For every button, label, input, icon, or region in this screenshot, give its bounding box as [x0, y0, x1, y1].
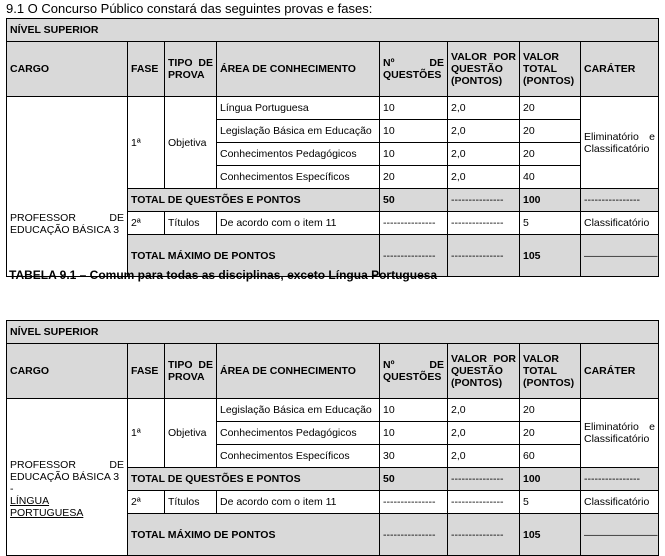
tmax-label: TOTAL MÁXIMO DE PONTOS: [128, 235, 380, 277]
col-area: ÁREA DE CONHECIMENTO: [217, 344, 380, 399]
col-tipo: TIPO DE PROVA: [165, 344, 217, 399]
cargo-cell: PROFESSOR DE EDUCAÇÃO BÁSICA 3 - LÍNGUA PORTUGUESA: [7, 399, 128, 556]
nq-cell: ---------------: [380, 491, 448, 514]
vt-cell: 20: [520, 422, 581, 445]
vq-cell: 2,0: [448, 166, 520, 189]
tmax-nq: ---------------: [380, 514, 448, 556]
nivel-row: [7, 321, 659, 344]
total-label: TOTAL DE QUESTÕES E PONTOS: [128, 189, 380, 212]
nivel-cell: NÍVEL SUPERIOR: [7, 19, 659, 42]
col-cargo: CARGO: [7, 42, 128, 97]
carater-cell: Classificatório: [581, 212, 659, 235]
col-fase: FASE: [128, 344, 165, 399]
col-vq: VALOR POR QUESTÃO (PONTOS): [448, 344, 520, 399]
total-carater: ----------------: [581, 468, 659, 491]
col-nq: Nº DE QUESTÕES: [380, 42, 448, 97]
total-carater: ----------------: [581, 189, 659, 212]
tmax-carater: ———————: [581, 235, 659, 277]
total-vt: 100: [520, 189, 581, 212]
tmax-vq: ---------------: [448, 235, 520, 277]
col-vq: VALOR POR QUESTÃO (PONTOS): [448, 42, 520, 97]
col-area: ÁREA DE CONHECIMENTO: [217, 42, 380, 97]
total-vt: 100: [520, 468, 581, 491]
area-cell: Língua Portuguesa: [217, 97, 380, 120]
table-row: [7, 399, 659, 422]
tmax-vt: 105: [520, 235, 581, 277]
cargo-cell: PROFESSOR DE EDUCAÇÃO BÁSICA 3: [7, 97, 128, 277]
vt-cell: 20: [520, 399, 581, 422]
col-vt: VALOR TOTAL (PONTOS): [520, 344, 581, 399]
area-cell: De acordo com o item 11: [217, 212, 380, 235]
vt-cell: 40: [520, 166, 581, 189]
col-cargo: CARGO: [7, 344, 128, 399]
intro-text: 9.1 O Concurso Público constará das seguintes provas e fases:: [6, 1, 373, 16]
vt-cell: 5: [520, 212, 581, 235]
vt-cell: 20: [520, 143, 581, 166]
vt-cell: 20: [520, 120, 581, 143]
vq-cell: 2,0: [448, 97, 520, 120]
col-nq: Nº DE QUESTÕES: [380, 344, 448, 399]
nq-cell: 10: [380, 399, 448, 422]
carater-cell: Eliminatório e Classificatório: [581, 97, 659, 189]
vt-cell: 60: [520, 445, 581, 468]
nq-cell: 10: [380, 143, 448, 166]
tmax-vt: 105: [520, 514, 581, 556]
area-cell: De acordo com o item 11: [217, 491, 380, 514]
nq-cell: ---------------: [380, 212, 448, 235]
total-vq: ---------------: [448, 189, 520, 212]
table-2: [6, 320, 659, 556]
area-cell: Conhecimentos Pedagógicos: [217, 422, 380, 445]
nivel-cell: NÍVEL SUPERIOR: [7, 321, 659, 344]
col-carater: CARÁTER: [581, 42, 659, 97]
fase-cell: 1ª: [128, 97, 165, 189]
total-label: TOTAL DE QUESTÕES E PONTOS: [128, 468, 380, 491]
area-cell: Legislação Básica em Educação: [217, 399, 380, 422]
tmax-carater: ———————: [581, 514, 659, 556]
carater-cell: Classificatório: [581, 491, 659, 514]
area-cell: Conhecimentos Pedagógicos: [217, 143, 380, 166]
vq-cell: ---------------: [448, 491, 520, 514]
tipo-cell: Títulos: [165, 491, 217, 514]
area-cell: Legislação Básica em Educação: [217, 120, 380, 143]
vt-cell: 5: [520, 491, 581, 514]
vq-cell: ---------------: [448, 212, 520, 235]
carater-cell: Eliminatório e Classificatório: [581, 399, 659, 468]
tipo-cell: Objetiva: [165, 399, 217, 468]
header-row: [7, 42, 659, 97]
table-row: [7, 97, 659, 120]
col-carater: CARÁTER: [581, 344, 659, 399]
vq-cell: 2,0: [448, 399, 520, 422]
table-1: [6, 18, 659, 277]
nq-cell: 20: [380, 166, 448, 189]
nq-cell: 10: [380, 120, 448, 143]
area-cell: Conhecimentos Específicos: [217, 166, 380, 189]
vq-cell: 2,0: [448, 143, 520, 166]
tmax-label: TOTAL MÁXIMO DE PONTOS: [128, 514, 380, 556]
tipo-cell: Títulos: [165, 212, 217, 235]
total-nq: 50: [380, 468, 448, 491]
total-nq: 50: [380, 189, 448, 212]
vq-cell: 2,0: [448, 422, 520, 445]
tmax-vq: ---------------: [448, 514, 520, 556]
nq-cell: 10: [380, 97, 448, 120]
tmax-nq: ---------------: [380, 235, 448, 277]
header-row: [7, 344, 659, 399]
vt-cell: 20: [520, 97, 581, 120]
fase-cell: 2ª: [128, 491, 165, 514]
col-fase: FASE: [128, 42, 165, 97]
area-cell: Conhecimentos Específicos: [217, 445, 380, 468]
total-vq: ---------------: [448, 468, 520, 491]
col-vt: VALOR TOTAL (PONTOS): [520, 42, 581, 97]
nq-cell: 30: [380, 445, 448, 468]
col-tipo: TIPO DE PROVA: [165, 42, 217, 97]
fase-cell: 1ª: [128, 399, 165, 468]
fase-cell: 2ª: [128, 212, 165, 235]
vq-cell: 2,0: [448, 445, 520, 468]
table-caption: TABELA 9.1 – Comum para todas as disciplinas, exceto Língua Portuguesa: [9, 268, 438, 282]
vq-cell: 2,0: [448, 120, 520, 143]
nivel-row: [7, 19, 659, 42]
tipo-cell: Objetiva: [165, 97, 217, 189]
nq-cell: 10: [380, 422, 448, 445]
